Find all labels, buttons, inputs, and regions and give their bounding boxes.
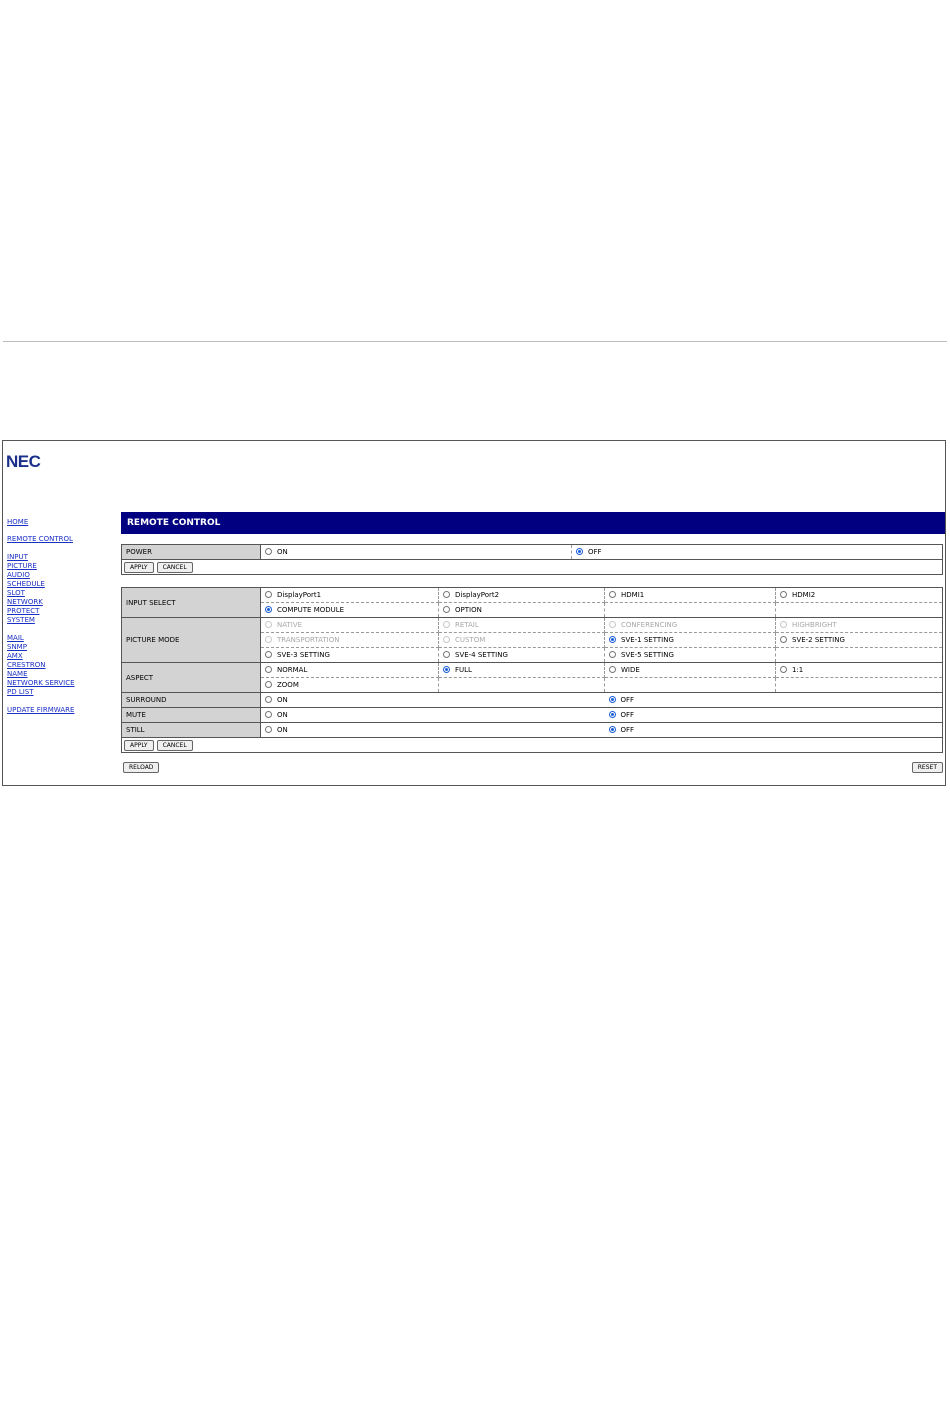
radio-selected-icon[interactable] (609, 696, 616, 703)
input-option-hdmi2[interactable]: HDMI2 (776, 588, 943, 603)
surround-on-option[interactable]: ON (261, 693, 605, 708)
radio-icon[interactable] (780, 591, 787, 598)
picture-option-conferencing: CONFERENCING (605, 618, 776, 633)
radio-icon[interactable] (265, 666, 272, 673)
bottom-button-row (123, 762, 943, 774)
aspect-option-zoom[interactable]: ZOOM (261, 678, 439, 693)
radio-disabled-icon (443, 636, 450, 643)
input-option-hdmi1[interactable]: HDMI1 (605, 588, 776, 603)
radio-icon[interactable] (780, 636, 787, 643)
sidebar-nav (7, 518, 75, 715)
radio-icon[interactable] (443, 591, 450, 598)
radio-disabled-icon (443, 621, 450, 628)
still-off-option[interactable]: OFF (605, 723, 943, 738)
radio-disabled-icon (780, 621, 787, 628)
cancel-button[interactable]: CANCEL (157, 740, 193, 751)
apply-button[interactable]: APPLY (124, 740, 154, 751)
picture-option-sve2[interactable]: SVE-2 SETTING (776, 633, 943, 648)
power-on-option[interactable]: ON (261, 545, 572, 560)
radio-icon[interactable] (265, 651, 272, 658)
nav-protect[interactable]: PROTECT (7, 607, 40, 615)
radio-icon[interactable] (443, 606, 450, 613)
radio-icon[interactable] (609, 591, 616, 598)
radio-icon[interactable] (265, 711, 272, 718)
radio-icon[interactable] (265, 726, 272, 733)
nav-network-service[interactable]: NETWORK SERVICE (7, 679, 75, 687)
settings-button-row (122, 738, 942, 752)
nav-input[interactable]: INPUT (7, 553, 28, 561)
picture-option-sve1[interactable]: SVE-1 SETTING (605, 633, 776, 648)
empty-cell (776, 603, 943, 618)
nav-pd-list[interactable]: PD LIST (7, 688, 34, 696)
nav-network[interactable]: NETWORK (7, 598, 43, 606)
picture-option-sve5[interactable]: SVE-5 SETTING (605, 648, 776, 663)
radio-selected-icon[interactable] (609, 711, 616, 718)
picture-mode-label: PICTURE MODE (122, 618, 261, 663)
reload-button[interactable]: RELOAD (123, 762, 159, 773)
reset-button[interactable]: RESET (912, 762, 943, 773)
nav-schedule[interactable]: SCHEDULE (7, 580, 45, 588)
radio-icon[interactable] (265, 548, 272, 555)
nav-snmp[interactable]: SNMP (7, 643, 27, 651)
aspect-option-normal[interactable]: NORMAL (261, 663, 439, 678)
power-section (121, 544, 943, 575)
empty-cell (605, 603, 776, 618)
apply-button[interactable]: APPLY (124, 562, 154, 573)
nav-remote-control[interactable]: REMOTE CONTROL (7, 535, 73, 543)
page-title: REMOTE CONTROL (121, 512, 945, 534)
empty-cell (439, 678, 605, 693)
radio-icon[interactable] (609, 651, 616, 658)
input-option-option[interactable]: OPTION (439, 603, 605, 618)
picture-option-native: NATIVE (261, 618, 439, 633)
aspect-option-full[interactable]: FULL (439, 663, 605, 678)
radio-selected-icon[interactable] (443, 666, 450, 673)
nav-home[interactable]: HOME (7, 518, 29, 526)
surround-label: SURROUND (122, 693, 261, 708)
input-option-compute-module[interactable]: COMPUTE MODULE (261, 603, 439, 618)
nav-name[interactable]: NAME (7, 670, 28, 678)
aspect-label: ASPECT (122, 663, 261, 693)
radio-icon[interactable] (609, 666, 616, 673)
radio-icon[interactable] (265, 696, 272, 703)
nav-picture[interactable]: PICTURE (7, 562, 37, 570)
power-off-option[interactable]: OFF (572, 545, 943, 560)
nav-amx[interactable]: AMX (7, 652, 23, 660)
nav-crestron[interactable]: CRESTRON (7, 661, 46, 669)
picture-option-custom: CUSTOM (439, 633, 605, 648)
nec-logo: NEC (6, 452, 41, 471)
cancel-button[interactable]: CANCEL (157, 562, 193, 573)
still-on-option[interactable]: ON (261, 723, 605, 738)
still-label: STILL (122, 723, 261, 738)
nav-slot[interactable]: SLOT (7, 589, 25, 597)
nav-system[interactable]: SYSTEM (7, 616, 35, 624)
radio-disabled-icon (265, 636, 272, 643)
picture-option-retail: RETAIL (439, 618, 605, 633)
radio-icon[interactable] (780, 666, 787, 673)
main-content (121, 512, 945, 753)
nav-mail[interactable]: MAIL (7, 634, 24, 642)
radio-selected-icon[interactable] (265, 606, 272, 613)
mute-on-option[interactable]: ON (261, 708, 605, 723)
power-label: POWER (122, 545, 261, 560)
empty-cell (776, 648, 943, 663)
radio-selected-icon[interactable] (609, 636, 616, 643)
picture-option-highbright: HIGHBRIGHT (776, 618, 943, 633)
aspect-option-1-1[interactable]: 1:1 (776, 663, 943, 678)
empty-cell (605, 678, 776, 693)
nav-update-firmware[interactable]: UPDATE FIRMWARE (7, 706, 75, 714)
input-select-label: INPUT SELECT (122, 588, 261, 618)
nav-audio[interactable]: AUDIO (7, 571, 30, 579)
radio-disabled-icon (265, 621, 272, 628)
input-option-displayport1[interactable]: DisplayPort1 (261, 588, 439, 603)
power-button-row (122, 560, 942, 574)
radio-selected-icon[interactable] (576, 548, 583, 555)
picture-option-sve3[interactable]: SVE-3 SETTING (261, 648, 439, 663)
picture-option-transportation: TRANSPORTATION (261, 633, 439, 648)
input-option-displayport2[interactable]: DisplayPort2 (439, 588, 605, 603)
radio-selected-icon[interactable] (609, 726, 616, 733)
surround-off-option[interactable]: OFF (605, 693, 943, 708)
empty-cell (776, 678, 943, 693)
settings-section (121, 587, 943, 753)
separator-line (3, 341, 947, 342)
picture-option-sve4[interactable]: SVE-4 SETTING (439, 648, 605, 663)
aspect-option-wide[interactable]: WIDE (605, 663, 776, 678)
radio-icon[interactable] (265, 681, 272, 688)
radio-icon[interactable] (443, 651, 450, 658)
radio-icon[interactable] (265, 591, 272, 598)
radio-disabled-icon (609, 621, 616, 628)
mute-label: MUTE (122, 708, 261, 723)
mute-off-option[interactable]: OFF (605, 708, 943, 723)
